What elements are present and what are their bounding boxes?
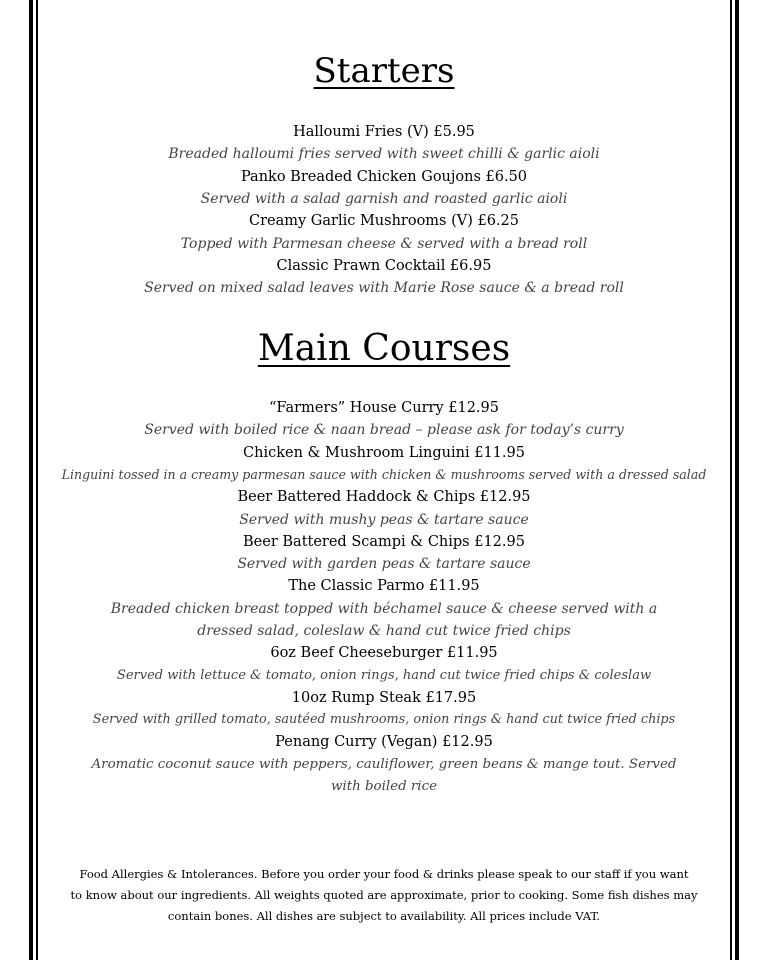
main-courses-heading: Main Courses <box>257 328 511 369</box>
item-name: 6oz Beef Cheeseburger £11.95 <box>270 645 498 662</box>
item-name: Classic Prawn Cocktail £6.95 <box>276 257 492 274</box>
item-name: The Classic Parmo £11.95 <box>288 578 480 595</box>
item-name: “Farmers” House Curry £12.95 <box>269 400 499 416</box>
item-description: Served with mushy peas & tartare sauce <box>239 511 529 528</box>
item-name: Chicken & Mushroom Linguini £11.95 <box>243 444 525 461</box>
menu-item <box>38 531 730 576</box>
item-description: Aromatic coconut sauce with peppers, cauliflower, green beans & mange tout. Served with boiled rice <box>91 756 677 795</box>
menu-item <box>38 121 730 166</box>
page-border-right-inner <box>730 0 732 960</box>
page-border-right-outer <box>735 0 739 960</box>
page-border-left-outer <box>29 0 33 960</box>
item-description: Served with a salad garnish and roasted garlic aioli <box>200 191 568 208</box>
item-description: Served with garden peas & tartare sauce <box>237 556 531 573</box>
menu-item <box>38 642 730 687</box>
item-name: Creamy Garlic Mushrooms (V) £6.25 <box>248 213 520 230</box>
starters-heading: Starters <box>313 51 455 91</box>
item-description: Breaded chicken breast topped with béchamel sauce & cheese served with a dressed salad, coleslaw & hand cut twice fried chips <box>110 600 658 640</box>
allergy-notice <box>58 864 710 927</box>
main-courses-list <box>38 397 730 798</box>
menu-item <box>38 687 730 732</box>
menu-page <box>38 0 730 960</box>
item-description: Served with grilled tomato, sautéed mushrooms, onion rings & hand cut twice fried chips <box>92 712 676 728</box>
item-description: Topped with Parmesan cheese & served with a bread roll <box>180 235 588 252</box>
starters-list <box>38 121 730 299</box>
menu-item <box>38 255 730 300</box>
item-name: Beer Battered Haddock & Chips £12.95 <box>237 489 531 506</box>
item-name: Penang Curry (Vegan) £12.95 <box>275 734 493 751</box>
item-description: Linguini tossed in a creamy parmesan sauce with chicken & mushrooms served with a dressed salad <box>61 467 707 483</box>
menu-item <box>38 166 730 211</box>
item-name: Panko Breaded Chicken Goujons £6.50 <box>240 168 528 185</box>
item-name: 10oz Rump Steak £17.95 <box>291 689 477 706</box>
menu-item <box>38 575 730 642</box>
item-description: Served with boiled rice & naan bread – please ask for today’s curry <box>144 422 624 439</box>
item-description: Served with lettuce & tomato, onion rings, hand cut twice fried chips & coleslaw <box>116 667 652 683</box>
allergy-notice-line: to know about our ingredients. All weights quoted are approximate, prior to cooking. Some fish dishes may <box>70 888 698 902</box>
menu-item <box>38 731 730 798</box>
allergy-notice-line: Food Allergies & Intolerances. Before you order your food & drinks please speak to our staff if you want <box>79 867 689 881</box>
item-name: Beer Battered Scampi & Chips £12.95 <box>243 533 525 550</box>
menu-item <box>38 210 730 255</box>
allergy-notice-line: contain bones. All dishes are subject to availability. All prices include VAT. <box>167 909 601 923</box>
menu-item <box>38 486 730 531</box>
item-name: Halloumi Fries (V) £5.95 <box>293 124 475 140</box>
menu-item <box>38 397 730 442</box>
item-description: Breaded halloumi fries served with sweet chilli & garlic aioli <box>168 146 600 163</box>
item-description: Served on mixed salad leaves with Marie Rose sauce & a bread roll <box>144 280 624 297</box>
menu-item <box>38 442 730 487</box>
